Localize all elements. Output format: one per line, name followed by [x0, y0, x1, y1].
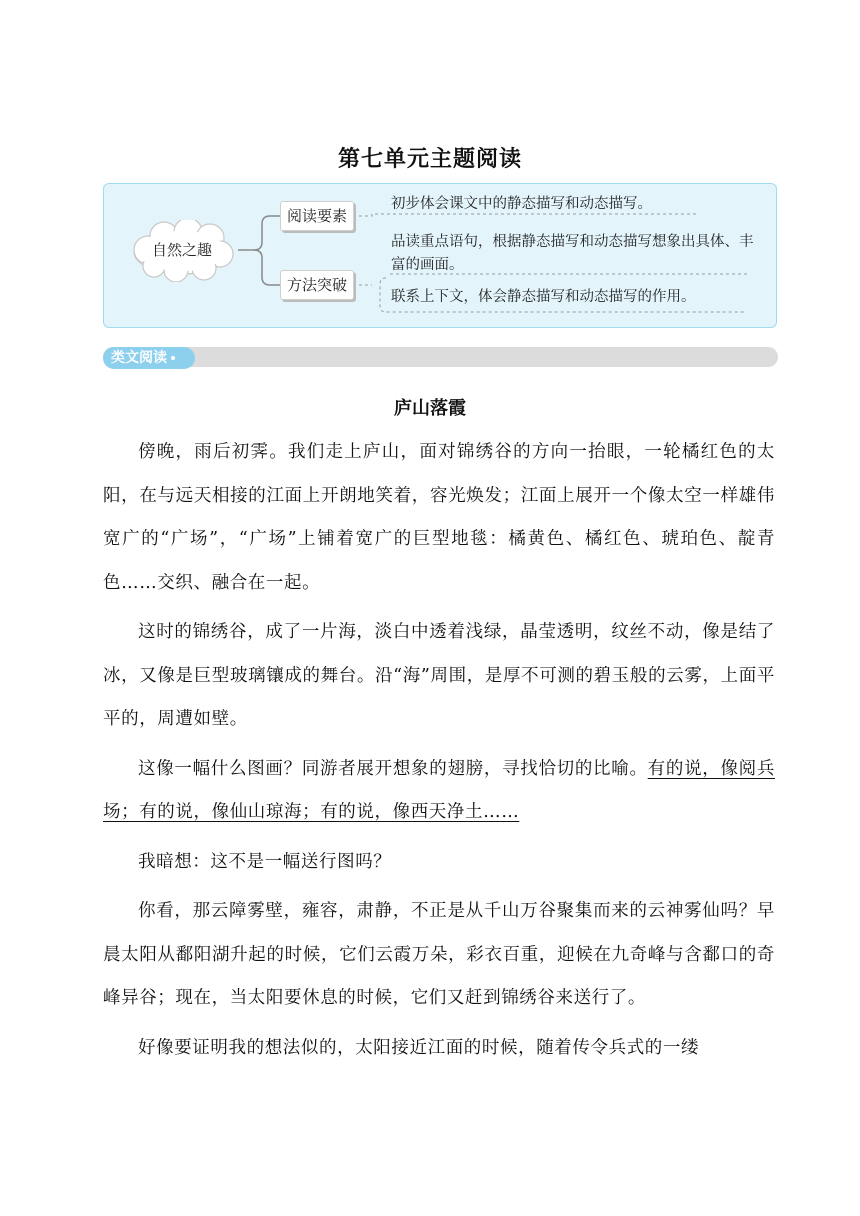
page-title: 第七单元主题阅读	[337, 147, 522, 172]
paragraph: 这时的锦绣谷，成了一片海，淡白中透着浅绿，晶莹透明，纹丝不动，像是结了冰，又像是巨型玻璃镶成的舞台。沿“海”周围，是厚不可测的碧玉般的云雾，上面平平的，周遭如壁。	[103, 622, 775, 729]
section-divider-bar	[103, 347, 778, 367]
paragraph-text: 这像一幅什么图画？同游者展开想象的翅膀，寻找恰切的比喻。	[138, 758, 648, 779]
method-point-2: 联系上下文，体会静态描写和动态描写的作用。	[391, 289, 696, 305]
underlined-sentence: 有的说，像阅兵场；有的说，像仙山琼海；有的说，像西天净土……	[103, 758, 775, 822]
article-body	[103, 431, 775, 1076]
paragraph: 我暗想：这不是一幅送行图吗？	[138, 851, 392, 872]
tag-reading-element: 阅读要素	[280, 201, 354, 231]
reading-point: 初步体会课文中的静态描写和动态描写。	[391, 196, 652, 212]
paragraph: 好像要证明我的想法似的，太阳接近江面的时候，随着传令兵式的一缕	[138, 1037, 700, 1058]
theme-cloud	[126, 220, 238, 282]
unit-overview-box	[103, 183, 777, 328]
tag-method-breakthrough: 方法突破	[280, 270, 354, 300]
paragraph	[103, 748, 775, 835]
section-label-text: 类文阅读	[111, 350, 167, 366]
method-point-1: 品读重点语句，根据静态描写和动态描写想象出具体、丰富的画面。	[391, 234, 754, 273]
dot-icon	[171, 356, 175, 360]
paragraph: 你看，那云障雾壁，雍容，肃静，不正是从千山万谷聚集而来的云神雾仙吗？早晨太阳从鄱阳湖升起的时候，它们云霞万朵，彩衣百重，迎候在九奇峰与含鄱口的奇峰异谷；现在，当太阳要休息的时候，它们又赶到锦绣谷来送行了。	[103, 901, 775, 1008]
article-title: 庐山落霞	[394, 398, 466, 419]
paragraph: 傍晚，雨后初霁。我们走上庐山，面对锦绣谷的方向一抬眼，一轮橘红色的太阳，在与远天相接的江面上开朗地笑着，容光焕发；江面上展开一个像太空一样雄伟宽广的“广场”，“广场”上铺着宽广的巨型地毯：橘黄色、橘红色、琥珀色、靛青色……交织、融合在一起。	[103, 442, 775, 593]
section-label	[103, 347, 195, 369]
theme-label: 自然之趣	[151, 241, 212, 259]
